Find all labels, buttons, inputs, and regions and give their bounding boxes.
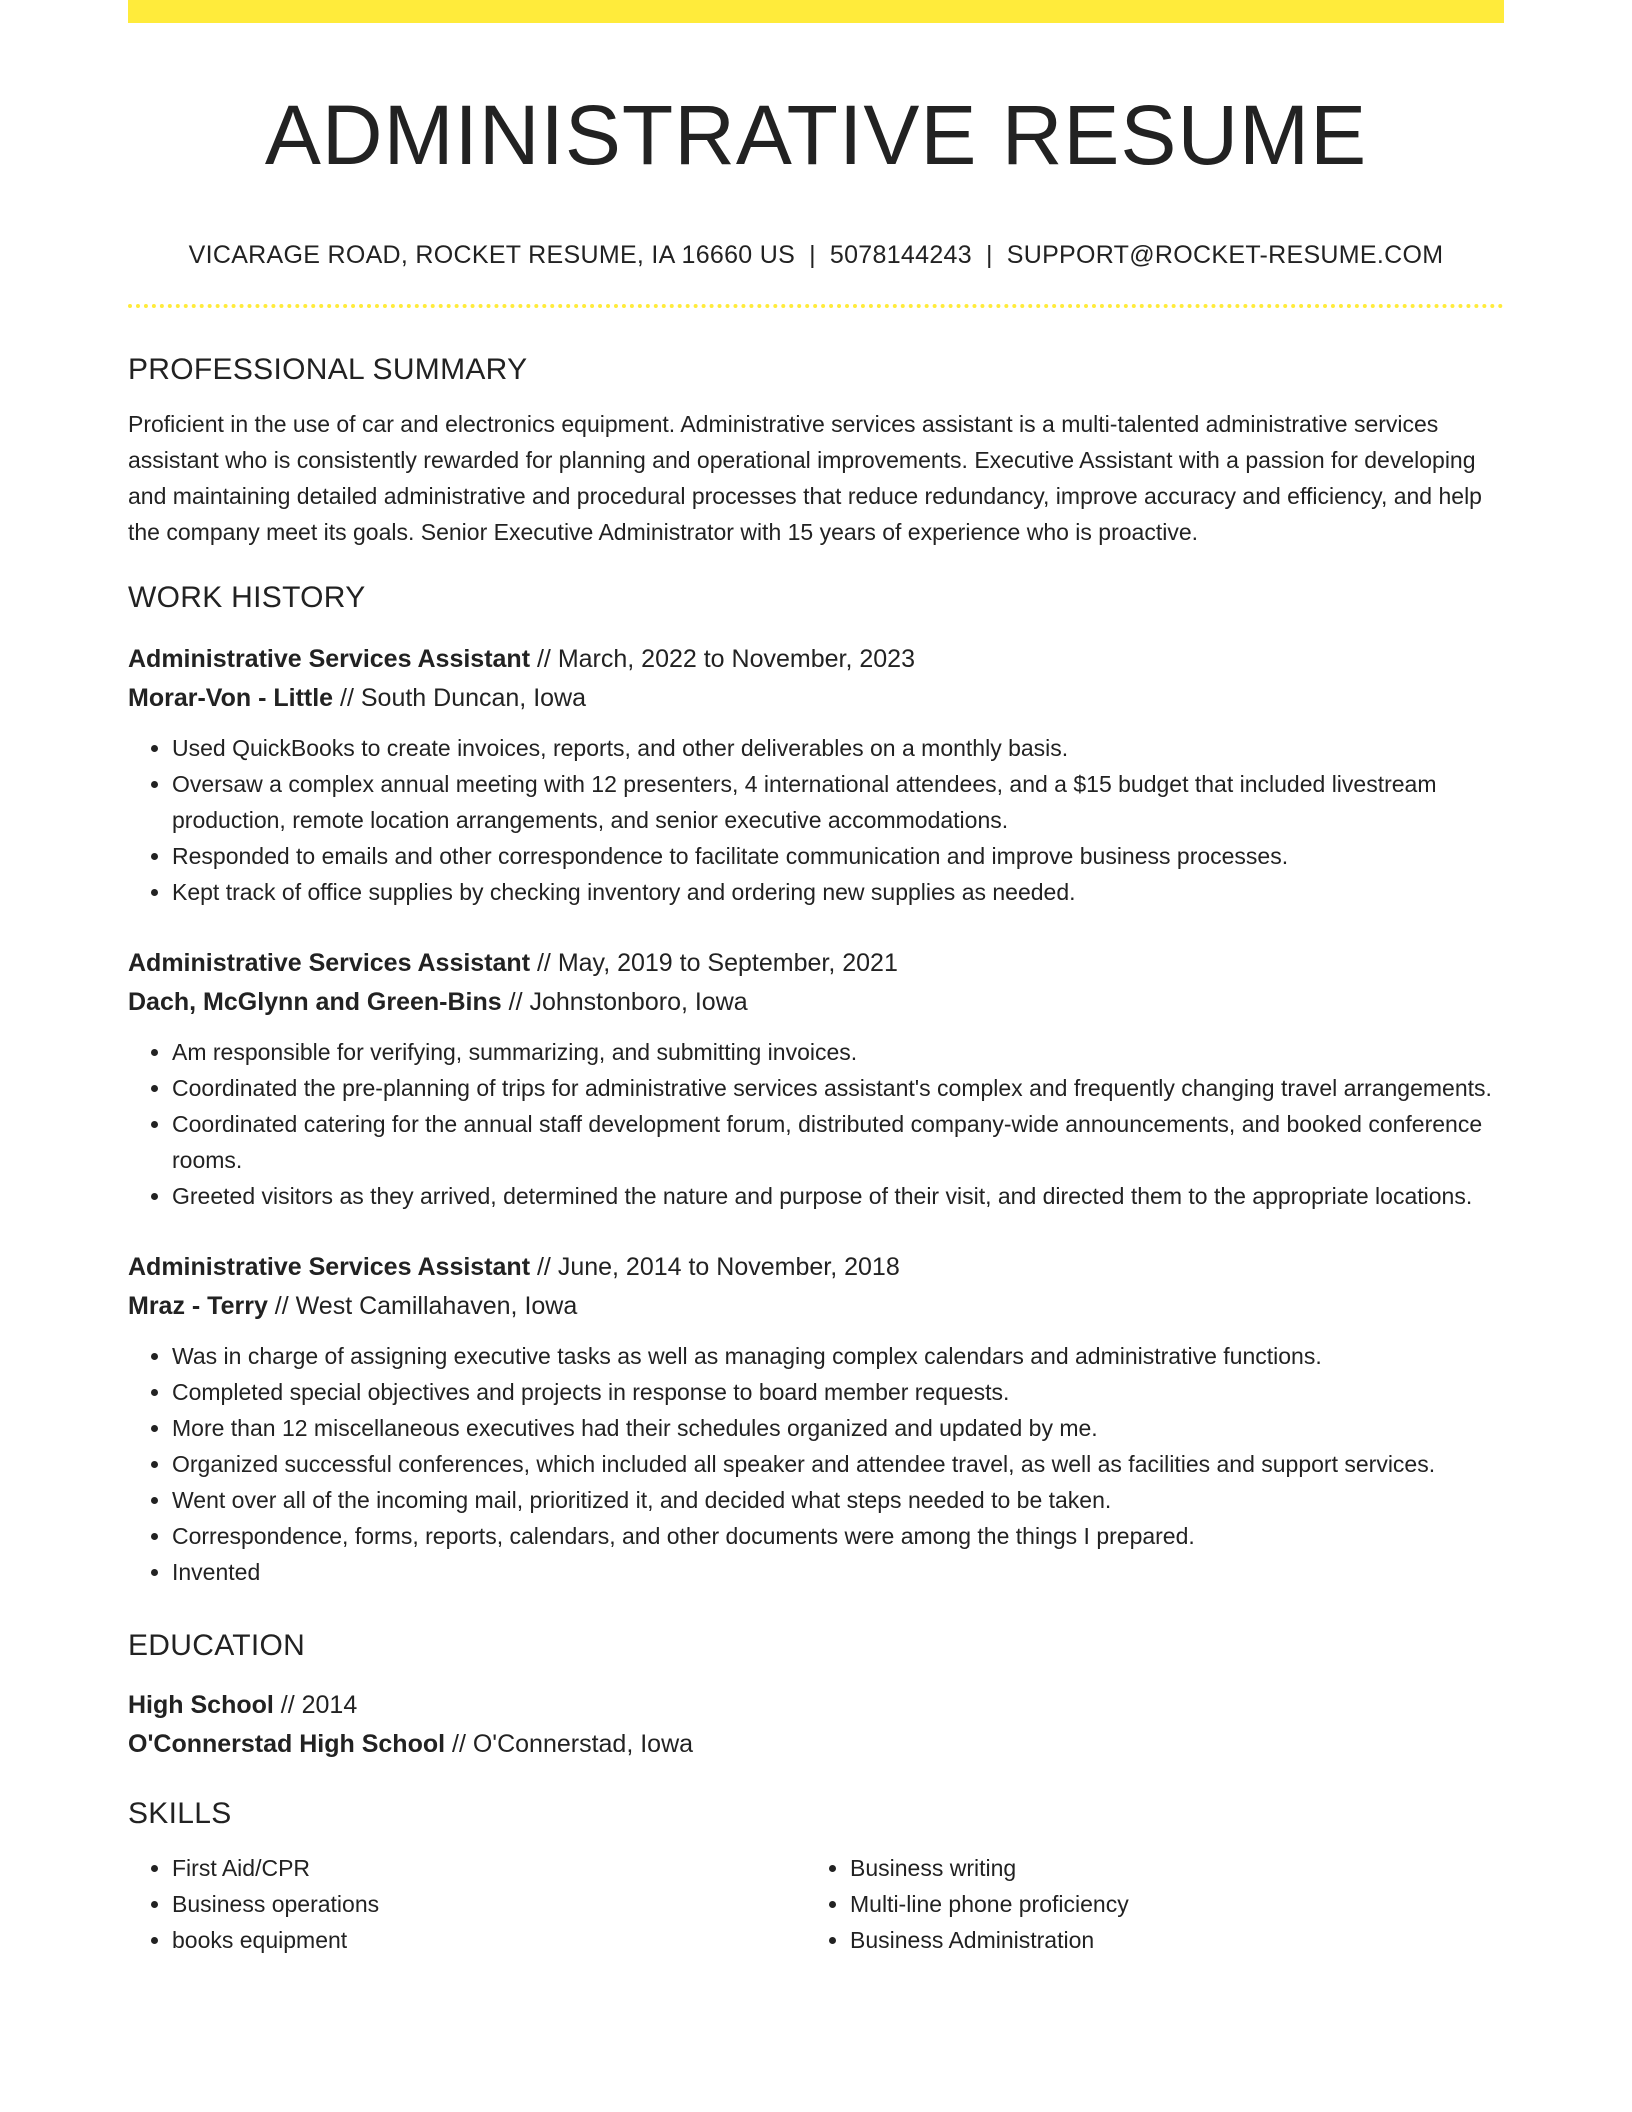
- job-company-line: [128, 1287, 1504, 1326]
- job-bullet: • Am responsible for verifying, summarizing, and submitting invoices.: [172, 1034, 1504, 1070]
- skills-column-right: [806, 1850, 1484, 1958]
- job-title-line: [128, 944, 1504, 983]
- contact-phone: 5078144243: [829, 241, 972, 269]
- job-bullet: • Went over all of the incoming mail, prioritized it, and decided what steps needed to be taken.: [172, 1482, 1504, 1518]
- resume-page: [128, 0, 1504, 1958]
- skill-item: • Business Administration: [850, 1922, 1484, 1958]
- skills-list: [806, 1850, 1484, 1958]
- education-entry: [128, 1686, 1504, 1764]
- job-bullets: [128, 1338, 1504, 1590]
- skill-item: • Business writing: [850, 1850, 1484, 1886]
- job-bullets: [128, 1034, 1504, 1214]
- education-heading: EDUCATION: [128, 1629, 306, 1662]
- summary-heading: PROFESSIONAL SUMMARY: [128, 353, 528, 386]
- education-year: // 2014: [273, 1691, 358, 1719]
- job-bullet: • Greeted visitors as they arrived, determined the nature and purpose of their visit, and directed them to the appropriate locations.: [172, 1178, 1504, 1214]
- job-entry: [128, 1248, 1504, 1590]
- education-location: // O'Connerstad, Iowa: [445, 1730, 694, 1758]
- job-dates: // May, 2019 to September, 2021: [530, 949, 898, 977]
- skill-item: • Multi-line phone proficiency: [850, 1886, 1484, 1922]
- job-title: Administrative Services Assistant: [128, 949, 531, 977]
- job-title-line: [128, 1248, 1504, 1287]
- skill-item: • First Aid/CPR: [172, 1850, 806, 1886]
- skill-item: • books equipment: [172, 1922, 806, 1958]
- work-history-heading: WORK HISTORY: [128, 581, 366, 614]
- job-title: Administrative Services Assistant: [128, 1253, 531, 1281]
- job-title-line: [128, 640, 1504, 679]
- job-bullet: • Was in charge of assigning executive tasks as well as managing complex calendars and administrative functions.: [172, 1338, 1504, 1374]
- job-bullet: • Used QuickBooks to create invoices, reports, and other deliverables on a monthly basis.: [172, 730, 1504, 766]
- education-school-line: [128, 1725, 1504, 1764]
- skills-column-left: [128, 1850, 806, 1958]
- job-dates: // March, 2022 to November, 2023: [530, 645, 915, 673]
- education-school: O'Connerstad High School: [128, 1730, 446, 1758]
- job-entry: [128, 640, 1504, 910]
- job-bullet: • Completed special objectives and projects in response to board member requests.: [172, 1374, 1504, 1410]
- job-bullet: • Coordinated the pre-planning of trips for administrative services assistant's complex and frequently changing travel arrangements.: [172, 1070, 1504, 1106]
- contact-email: SUPPORT@ROCKET-RESUME.COM: [1006, 241, 1444, 269]
- job-company: Morar-Von - Little: [128, 684, 334, 712]
- dotted-divider: [128, 304, 1504, 308]
- job-bullet: • Correspondence, forms, reports, calendars, and other documents were among the things I prepared.: [172, 1518, 1504, 1554]
- job-company-line: [128, 983, 1504, 1022]
- accent-top-bar: [128, 0, 1504, 23]
- job-bullet: • More than 12 miscellaneous executives had their schedules organized and updated by me.: [172, 1410, 1504, 1446]
- job-bullet: • Invented: [172, 1554, 1504, 1590]
- job-bullet: • Kept track of office supplies by checking inventory and ordering new supplies as needed.: [172, 874, 1504, 910]
- job-location: // South Duncan, Iowa: [333, 684, 587, 712]
- job-company: Dach, McGlynn and Green-Bins: [128, 988, 502, 1016]
- contact-address: VICARAGE ROAD, ROCKET RESUME, IA 16660 US: [188, 241, 796, 269]
- contact-separator: |: [809, 241, 816, 269]
- job-bullets: [128, 730, 1504, 910]
- contact-separator: |: [985, 241, 993, 269]
- job-bullet: • Responded to emails and other correspondence to facilitate communication and improve business processes.: [172, 838, 1504, 874]
- job-title: Administrative Services Assistant: [128, 645, 531, 673]
- job-company-line: [128, 679, 1504, 718]
- job-company: Mraz - Terry: [128, 1292, 268, 1320]
- job-location: // West Camillahaven, Iowa: [267, 1292, 578, 1320]
- education-degree-line: [128, 1686, 1504, 1725]
- skills-list: [128, 1850, 806, 1958]
- contact-line: [128, 239, 1504, 271]
- job-bullet: • Oversaw a complex annual meeting with 12 presenters, 4 international attendees, and a $15 budget that included livestream production, remote location arrangements, and senior executive accommodations.: [172, 766, 1504, 838]
- summary-text: Proficient in the use of car and electronics equipment. Administrative services assistant is a multi-talented administrative services assistant who is consistently rewarded for planning and operational improvements. Executive Assistant with a passion for developing and maintaining detailed administrative and procedural processes that reduce redundancy, improve accuracy and efficiency, and help the company meet its goals. Senior Executive Administrator with 15 years of experience who is proactive.: [128, 411, 1482, 545]
- skills-grid: [128, 1850, 1504, 1958]
- education-degree: High School: [128, 1691, 274, 1719]
- resume-title: ADMINISTRATIVE RESUME: [264, 88, 1368, 182]
- skill-item: • Business operations: [172, 1886, 806, 1922]
- job-entry: [128, 944, 1504, 1214]
- job-dates: // June, 2014 to November, 2018: [530, 1253, 900, 1281]
- job-bullet: • Organized successful conferences, which included all speaker and attendee travel, as well as facilities and support services.: [172, 1446, 1504, 1482]
- skills-heading: SKILLS: [128, 1797, 232, 1830]
- job-bullet: • Coordinated catering for the annual staff development forum, distributed company-wide announcements, and booked conference rooms.: [172, 1106, 1504, 1178]
- job-location: // Johnstonboro, Iowa: [501, 988, 748, 1016]
